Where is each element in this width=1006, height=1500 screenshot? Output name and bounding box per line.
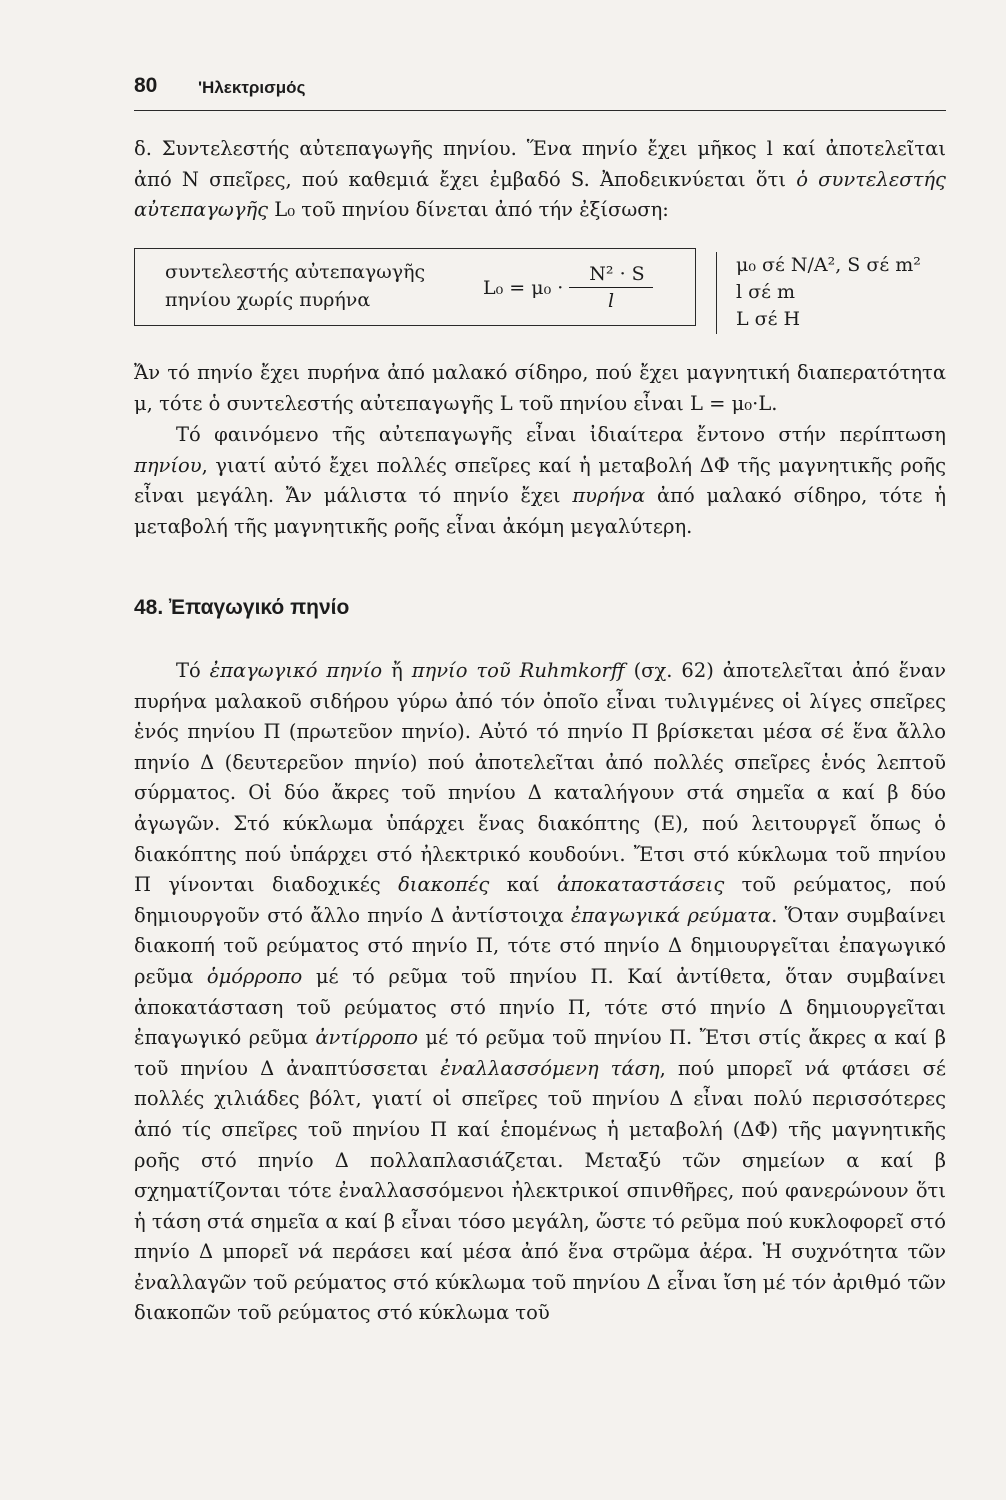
formula-units	[716, 252, 956, 334]
emphasis: ἐναλλασσόμενη τάση	[440, 1056, 660, 1080]
units-line-3: L σέ H	[736, 308, 801, 330]
text: (σχ. 62) ἀποτελεῖται ἀπό ἕναν πυρήνα μαλακοῦ σιδήρου γύρω ἀπό τόν ὁποῖο εἶναι τυλιγμένες οἱ λίγες σπεῖρες ἑνός πηνίου Π (πρωτεῦον πηνίο). Αὐτό τό πηνίο Π βρίσκεται μέσα σέ ἕνα ἄλλο πηνίο Δ (δευτερεῦον πηνίο) πού ἀποτελεῖται ἀπό πολλές σπεῖρες ἑνός λεπτοῦ σύρματος. Οἱ δύο ἄκρες τοῦ πηνίου Δ καταλήγουν στά σημεῖα α καί β δύο ἀγωγῶν. Στό κύκλωμα ὑπάρχει ἕνας διακόπτης (Ε), πού λειτουργεῖ ὅπως ὁ διακόπτης πού ὑπάρχει στό ἠλεκτρικό κουδούνι. Ἔτσι στό κύκλωμα τοῦ πηνίου Π γίνονται διαδοχικές	[134, 659, 946, 897]
emphasis: ἀντίρροπο	[315, 1026, 418, 1050]
text: , πού μπορεῖ νά φτάσει σέ πολλές χιλιάδες βόλτ, γιατί οἱ σπεῖρες τοῦ πηνίου Δ εἶναι πολύ περισσότερες ἀπό τίς σπεῖρες τοῦ πηνίου Π καί ἑπομένως ἡ μεταβολή (ΔΦ) τῆς μαγνητικῆς ροῆς στό πηνίο Δ πολλαπλασιάζεται. Μεταξύ τῶν σημείων α καί β σχηματίζονται τότε ἐναλλασσόμενοι ἠλεκτρικοί σπινθῆρες, πού φανερώνουν ὅτι ἡ τάση στά σημεῖα α καί β εἶναι τόσο μεγάλη, ὥστε τό ρεῦμα πού κυκλοφορεῖ στό πηνίο Δ μπορεῖ νά περάσει καί μέσα ἀπό ἕνα στρῶμα ἀέρα. Ἡ συχνότητα τῶν ἐναλλαγῶν τοῦ ρεύματος στό κύκλωμα τοῦ πηνίου Δ εἶναι ἴση μέ τόν ἀριθμό τῶν διακοπῶν τοῦ ρεύματος στό κύκλωμα τοῦ	[134, 1056, 946, 1325]
formula-fraction	[569, 263, 652, 312]
emphasis: πηνίου	[134, 453, 202, 477]
formula-equation	[483, 263, 653, 312]
section-d-text-end: L₀ τοῦ πηνίου δίνεται ἀπό τήν ἐξίσωση:	[268, 198, 669, 222]
emphasis: ὁμόρροπο	[206, 964, 303, 988]
brace-bracket	[716, 252, 727, 334]
emphasis: ἐπαγωγικό πηνίο	[209, 659, 383, 682]
text: τοῦ ρεύματος, πού δημιουργοῦν στό ἄλλο πηνίο Δ ἀντίστοιχα	[134, 873, 946, 927]
text: Τό φαινόμενο τῆς αὐτεπαγωγῆς εἶναι ἰδιαίτερα ἔντονο στήν περίπτωση	[176, 423, 946, 446]
emphasis: ἀποκαταστάσεις	[557, 873, 725, 897]
units-line-1: μ₀ σέ N/A², S σέ m²	[736, 254, 921, 276]
section-d-paragraph	[134, 134, 946, 226]
section-d-heading: δ. Συντελεστής αὐτεπαγωγῆς πηνίου.	[134, 137, 517, 160]
formula-lhs: L₀ = μ₀ ·	[483, 276, 564, 299]
page-number: 80	[134, 74, 158, 97]
formula-denominator: l	[607, 290, 615, 312]
formula-label-line2: πηνίου χωρίς πυρήνα	[165, 289, 371, 311]
text: ἀπό μαλακό σίδηρο, τότε ἡ μεταβολή τῆς μαγνητικῆς ροῆς εἶναι ἀκόμη μεγαλύτερη.	[134, 484, 946, 538]
core-paragraph: Ἄν τό πηνίο ἔχει πυρήνα ἀπό μαλακό σίδηρο, πού ἔχει μαγνητική διαπερατότητα μ, τότε ὁ συντελεστής αὐτεπαγωγῆς L τοῦ πηνίου εἶναι L = μ₀·L.	[134, 361, 946, 415]
formula-numerator: N² · S	[569, 263, 652, 288]
section-48-paragraph	[134, 656, 946, 1329]
text: Τό	[176, 659, 210, 682]
emphasis: διακοπές	[398, 873, 490, 897]
section-48-heading: 48. Ἐπαγωγικό πηνίο	[134, 596, 350, 619]
emphasis: ἐπαγωγικά ρεύματα	[570, 903, 772, 927]
section-d-emphasis: ὁ συντελεστής αὐτεπαγωγῆς	[134, 167, 946, 222]
section-d-text: Ἕνα πηνίο ἔχει μῆκος l καί ἀποτελεῖται ἀπό Ν σπεῖρες, πού καθεμιά ἔχει ἐμβαδό S. Ἀποδεικνύεται ὅτι	[134, 137, 946, 191]
running-title: 'Ηλεκτρισμός	[198, 78, 306, 97]
text: , γιατί αὐτό ἔχει πολλές σπεῖρες καί ἡ μεταβολή ΔΦ τῆς μαγνητικῆς ροῆς εἶναι μεγάλη. Ἄν μάλιστα τό πηνίο ἔχει	[134, 453, 946, 508]
text: μέ τό ρεῦμα τοῦ πηνίου Π. Καί ἀντίθετα, ὅταν συμβαίνει ἀποκατάσταση τοῦ ρεύματος στό πηνίο Π, τότε στό πηνίο Δ δημιουργεῖται ἐπαγωγικό ρεῦμα	[134, 964, 946, 1050]
emphasis: πηνίο τοῦ Ruhmkorff	[411, 659, 625, 682]
formula-label-line1: συντελεστής αὐτεπαγωγῆς	[165, 261, 426, 283]
units-line-2: l σέ m	[736, 281, 795, 303]
phenomenon-paragraph	[134, 420, 946, 542]
text: ἤ	[382, 659, 412, 682]
formula-box	[134, 248, 696, 326]
page-header	[134, 70, 946, 111]
emphasis: πυρήνα	[572, 484, 646, 508]
text: . Ὅταν συμβαίνει διακοπή τοῦ ρεύματος στό πηνίο Π, τότε στό πηνίο Δ δημιουργεῖται ἐπαγωγικό ρεῦμα	[134, 903, 946, 988]
text: μέ τό ρεῦμα τοῦ πηνίου Π. Ἔτσι στίς ἄκρες α καί β τοῦ πηνίου Δ ἀναπτύσσεται	[134, 1026, 947, 1080]
text: καί	[489, 873, 558, 897]
